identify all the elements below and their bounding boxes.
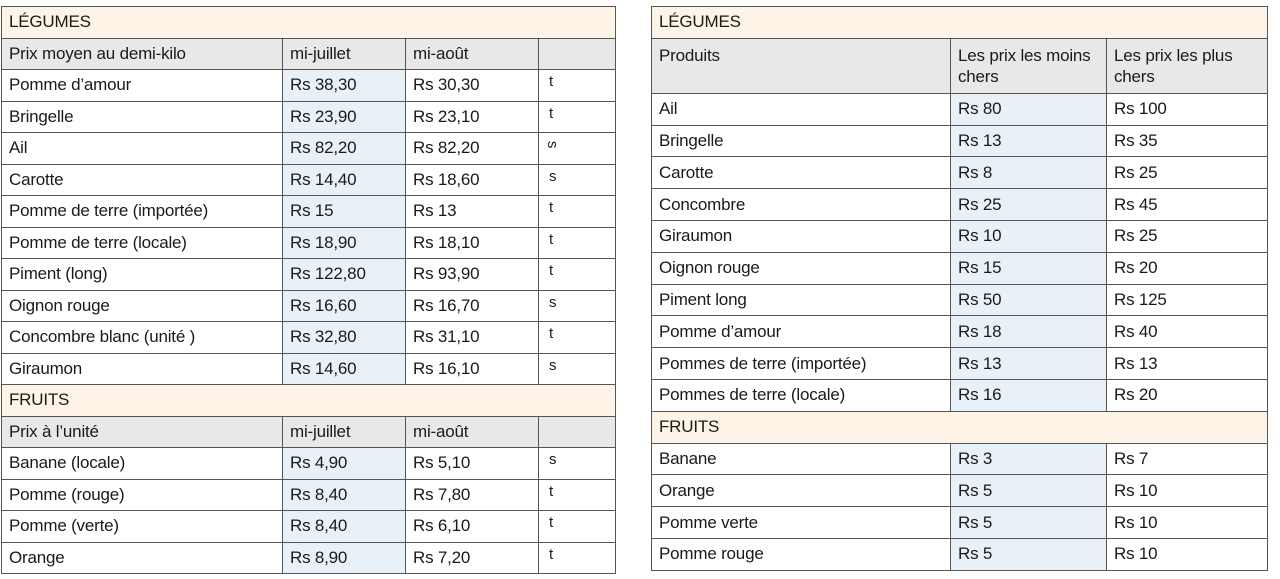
trend-glyph: t <box>549 230 553 248</box>
table-row <box>652 93 1268 125</box>
product-name: Bringelle <box>652 125 951 157</box>
trend-arrow-icon <box>539 227 616 259</box>
product-name: Pomme de terre (locale) <box>2 227 283 259</box>
table-row <box>652 220 1268 252</box>
mid-july-price: Rs 23,90 <box>283 101 406 133</box>
table-row <box>652 348 1268 380</box>
highest-price: Rs 10 <box>1107 475 1268 507</box>
lowest-price: Rs 50 <box>951 284 1107 316</box>
lowest-price: Rs 25 <box>951 189 1107 221</box>
mid-july-header: mi-juillet <box>283 416 406 448</box>
product-name: Pomme de terre (importée) <box>2 196 283 228</box>
table-row <box>2 290 616 322</box>
mid-july-price: Rs 122,80 <box>283 259 406 291</box>
trend-arrow-icon <box>539 196 616 228</box>
lowest-price: Rs 5 <box>951 475 1107 507</box>
product-name: Oignon rouge <box>2 290 283 322</box>
section-row-legumes <box>652 7 1268 39</box>
highest-price: Rs 20 <box>1107 379 1268 411</box>
product-name: Carotte <box>652 157 951 189</box>
trend-arrow-icon <box>539 164 616 196</box>
product-name: Oignon rouge <box>652 252 951 284</box>
trend-arrow-icon <box>539 448 616 480</box>
mid-august-header: mi-août <box>406 38 539 70</box>
product-name: Pomme rouge <box>652 538 951 570</box>
highest-price: Rs 10 <box>1107 538 1268 570</box>
mid-august-price: Rs 82,20 <box>406 133 539 165</box>
mid-july-price: Rs 14,60 <box>283 353 406 385</box>
mid-july-price: Rs 38,30 <box>283 70 406 102</box>
mid-july-price: Rs 14,40 <box>283 164 406 196</box>
mid-july-price: Rs 8,40 <box>283 479 406 511</box>
trend-glyph: s <box>549 167 557 185</box>
mid-august-price: Rs 23,10 <box>406 101 539 133</box>
mid-july-price: Rs 4,90 <box>283 448 406 480</box>
section-title: LÉGUMES <box>652 7 1268 39</box>
section-title: FRUITS <box>2 385 616 417</box>
table-row <box>2 353 616 385</box>
highest-price: Rs 25 <box>1107 220 1268 252</box>
trend-arrow-icon <box>539 133 616 165</box>
product-name: Pommes de terre (importée) <box>652 348 951 380</box>
highest-price: Rs 45 <box>1107 189 1268 221</box>
product-header: Produits <box>652 38 951 93</box>
product-name: Orange <box>652 475 951 507</box>
mid-july-header: mi-juillet <box>283 38 406 70</box>
trend-glyph: t <box>549 104 553 122</box>
product-name: Bringelle <box>2 101 283 133</box>
table-row <box>2 511 616 543</box>
table-row <box>2 542 616 574</box>
lowest-price: Rs 5 <box>951 538 1107 570</box>
trend-header <box>539 38 616 70</box>
table-row <box>2 196 616 228</box>
lowest-price-header: Les prix les moins chers <box>951 38 1107 93</box>
table-row <box>652 379 1268 411</box>
trend-glyph: s <box>544 140 562 149</box>
header-row <box>2 416 616 448</box>
table-row <box>2 133 616 165</box>
mid-july-price: Rs 8,40 <box>283 511 406 543</box>
trend-arrow-icon <box>539 511 616 543</box>
lowest-price: Rs 80 <box>951 93 1107 125</box>
table-row <box>652 252 1268 284</box>
product-header: Prix moyen au demi-kilo <box>2 38 283 70</box>
table-row <box>2 479 616 511</box>
lowest-price: Rs 10 <box>951 220 1107 252</box>
mid-august-price: Rs 16,70 <box>406 290 539 322</box>
mid-july-price: Rs 32,80 <box>283 322 406 354</box>
mid-july-price: Rs 8,90 <box>283 542 406 574</box>
lowest-price: Rs 18 <box>951 316 1107 348</box>
product-name: Banane <box>652 443 951 475</box>
trend-header <box>539 416 616 448</box>
trend-arrow-icon <box>539 479 616 511</box>
mid-july-price: Rs 18,90 <box>283 227 406 259</box>
product-name: Orange <box>2 542 283 574</box>
mid-august-price: Rs 7,80 <box>406 479 539 511</box>
mid-july-price: Rs 82,20 <box>283 133 406 165</box>
table-row <box>2 164 616 196</box>
table-row <box>652 157 1268 189</box>
mid-august-price: Rs 16,10 <box>406 353 539 385</box>
lowest-price: Rs 15 <box>951 252 1107 284</box>
highest-price: Rs 25 <box>1107 157 1268 189</box>
product-name: Carotte <box>2 164 283 196</box>
table-row <box>652 316 1268 348</box>
highest-price: Rs 13 <box>1107 348 1268 380</box>
mid-august-price: Rs 30,30 <box>406 70 539 102</box>
table-row <box>652 284 1268 316</box>
trend-arrow-icon <box>539 322 616 354</box>
table-row <box>2 70 616 102</box>
header-row <box>652 38 1268 93</box>
trend-glyph: t <box>549 482 553 500</box>
section-row-legumes <box>2 7 616 39</box>
mid-august-price: Rs 18,60 <box>406 164 539 196</box>
trend-arrow-icon <box>539 542 616 574</box>
product-name: Giraumon <box>652 220 951 252</box>
lowest-price: Rs 8 <box>951 157 1107 189</box>
trend-arrow-icon <box>539 70 616 102</box>
trend-glyph: s <box>549 293 557 311</box>
highest-price: Rs 125 <box>1107 284 1268 316</box>
table-row <box>2 448 616 480</box>
highest-price: Rs 40 <box>1107 316 1268 348</box>
average-price-table <box>1 6 616 574</box>
trend-glyph: t <box>549 262 553 279</box>
highest-price: Rs 10 <box>1107 507 1268 539</box>
trend-arrow-icon <box>539 353 616 385</box>
lowest-price: Rs 3 <box>951 443 1107 475</box>
table-row <box>652 443 1268 475</box>
lowest-price: Rs 13 <box>951 348 1107 380</box>
product-name: Ail <box>2 133 283 165</box>
trend-arrow-icon <box>539 290 616 322</box>
trend-glyph: s <box>549 356 557 374</box>
product-name: Pomme (rouge) <box>2 479 283 511</box>
table-row <box>2 101 616 133</box>
mid-august-price: Rs 6,10 <box>406 511 539 543</box>
product-name: Concombre <box>652 189 951 221</box>
table-row <box>652 475 1268 507</box>
mid-august-price: Rs 13 <box>406 196 539 228</box>
header-row <box>2 38 616 70</box>
section-row-fruits <box>2 385 616 417</box>
trend-glyph: t <box>549 325 553 342</box>
product-name: Banane (locale) <box>2 448 283 480</box>
table-row <box>652 125 1268 157</box>
lowest-price: Rs 5 <box>951 507 1107 539</box>
product-name: Piment (long) <box>2 259 283 291</box>
table-row <box>652 538 1268 570</box>
mid-august-price: Rs 5,10 <box>406 448 539 480</box>
mid-july-price: Rs 15 <box>283 196 406 228</box>
product-header: Prix à l’unité <box>2 416 283 448</box>
product-name: Ail <box>652 93 951 125</box>
highest-price: Rs 20 <box>1107 252 1268 284</box>
product-name: Pomme d’amour <box>2 70 283 102</box>
product-name: Giraumon <box>2 353 283 385</box>
trend-arrow-icon <box>539 101 616 133</box>
mid-august-header: mi-août <box>406 416 539 448</box>
trend-glyph: t <box>549 73 553 90</box>
product-name: Concombre blanc (unité ) <box>2 322 283 354</box>
mid-august-price: Rs 31,10 <box>406 322 539 354</box>
trend-glyph: t <box>549 514 553 531</box>
table-row <box>2 227 616 259</box>
product-name: Pomme d’amour <box>652 316 951 348</box>
mid-august-price: Rs 18,10 <box>406 227 539 259</box>
lowest-price: Rs 13 <box>951 125 1107 157</box>
price-range-table <box>651 6 1268 571</box>
highest-price: Rs 35 <box>1107 125 1268 157</box>
product-name: Pomme verte <box>652 507 951 539</box>
trend-glyph: t <box>549 545 553 563</box>
product-name: Pomme (verte) <box>2 511 283 543</box>
mid-july-price: Rs 16,60 <box>283 290 406 322</box>
table-row <box>2 322 616 354</box>
trend-glyph: s <box>549 451 557 468</box>
table-row <box>652 507 1268 539</box>
table-row <box>2 259 616 291</box>
table-row <box>652 189 1268 221</box>
highest-price: Rs 7 <box>1107 443 1268 475</box>
section-title: LÉGUMES <box>2 7 616 39</box>
mid-august-price: Rs 7,20 <box>406 542 539 574</box>
section-row-fruits <box>652 411 1268 443</box>
highest-price-header: Les prix les plus chers <box>1107 38 1268 93</box>
product-name: Pommes de terre (locale) <box>652 379 951 411</box>
trend-arrow-icon <box>539 259 616 291</box>
highest-price: Rs 100 <box>1107 93 1268 125</box>
trend-glyph: t <box>549 199 553 216</box>
product-name: Piment long <box>652 284 951 316</box>
section-title: FRUITS <box>652 411 1268 443</box>
mid-august-price: Rs 93,90 <box>406 259 539 291</box>
lowest-price: Rs 16 <box>951 379 1107 411</box>
